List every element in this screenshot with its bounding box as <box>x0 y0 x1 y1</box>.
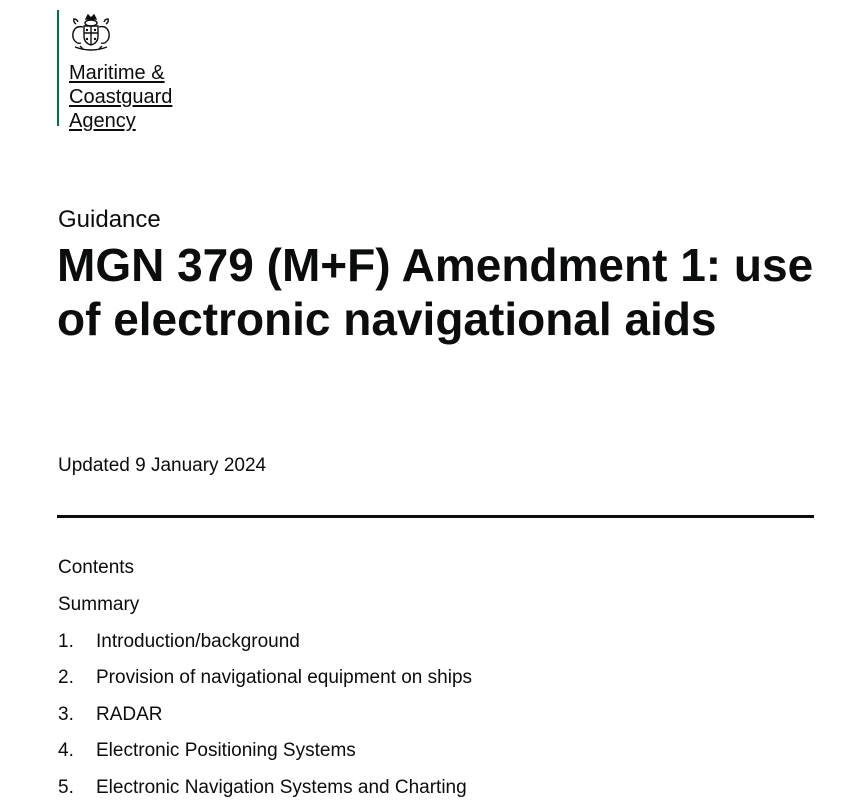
contents-item-number: 1. <box>58 630 74 652</box>
organisation-name-line: Coastguard <box>69 86 173 108</box>
contents-item-number: 2. <box>58 667 74 688</box>
page-title: MGN 379 (M+F) Amendment 1: use of electronic navigational aids <box>57 239 814 345</box>
royal-coat-of-arms-icon <box>68 12 114 52</box>
contents-item-label[interactable]: RADAR <box>96 703 163 725</box>
contents-nav <box>58 556 818 812</box>
contents-item-label[interactable]: Summary <box>58 594 140 615</box>
contents-item-label[interactable]: Introduction/background <box>96 630 300 652</box>
divider <box>57 515 814 518</box>
contents-item-navigation-charting[interactable] <box>58 776 818 800</box>
contents-item-number: 5. <box>58 776 74 798</box>
organisation-name-link[interactable] <box>69 61 172 133</box>
contents-item-label[interactable]: Electronic Navigation Systems and Charting <box>96 776 467 798</box>
contents-heading: Contents <box>58 557 135 578</box>
contents-item-radar[interactable] <box>58 703 818 727</box>
organisation-name-line: Agency <box>69 110 136 132</box>
contents-item-introduction[interactable] <box>58 630 818 654</box>
contents-list <box>58 593 818 800</box>
contents-item-number: 3. <box>58 703 74 725</box>
updated-date: Updated 9 January 2024 <box>58 455 267 476</box>
contents-item-provision[interactable] <box>58 666 818 690</box>
contents-item-label[interactable]: Electronic Positioning Systems <box>96 740 356 761</box>
contents-item-label[interactable]: Provision of navigational equipment on ships <box>96 667 473 688</box>
document-type: Guidance <box>58 206 161 233</box>
contents-item-positioning[interactable] <box>58 739 818 763</box>
organisation-name-line: Maritime & <box>69 62 165 84</box>
organisation-logo[interactable] <box>57 10 173 132</box>
contents-item-summary[interactable] <box>58 593 818 617</box>
contents-item-number: 4. <box>58 740 74 761</box>
